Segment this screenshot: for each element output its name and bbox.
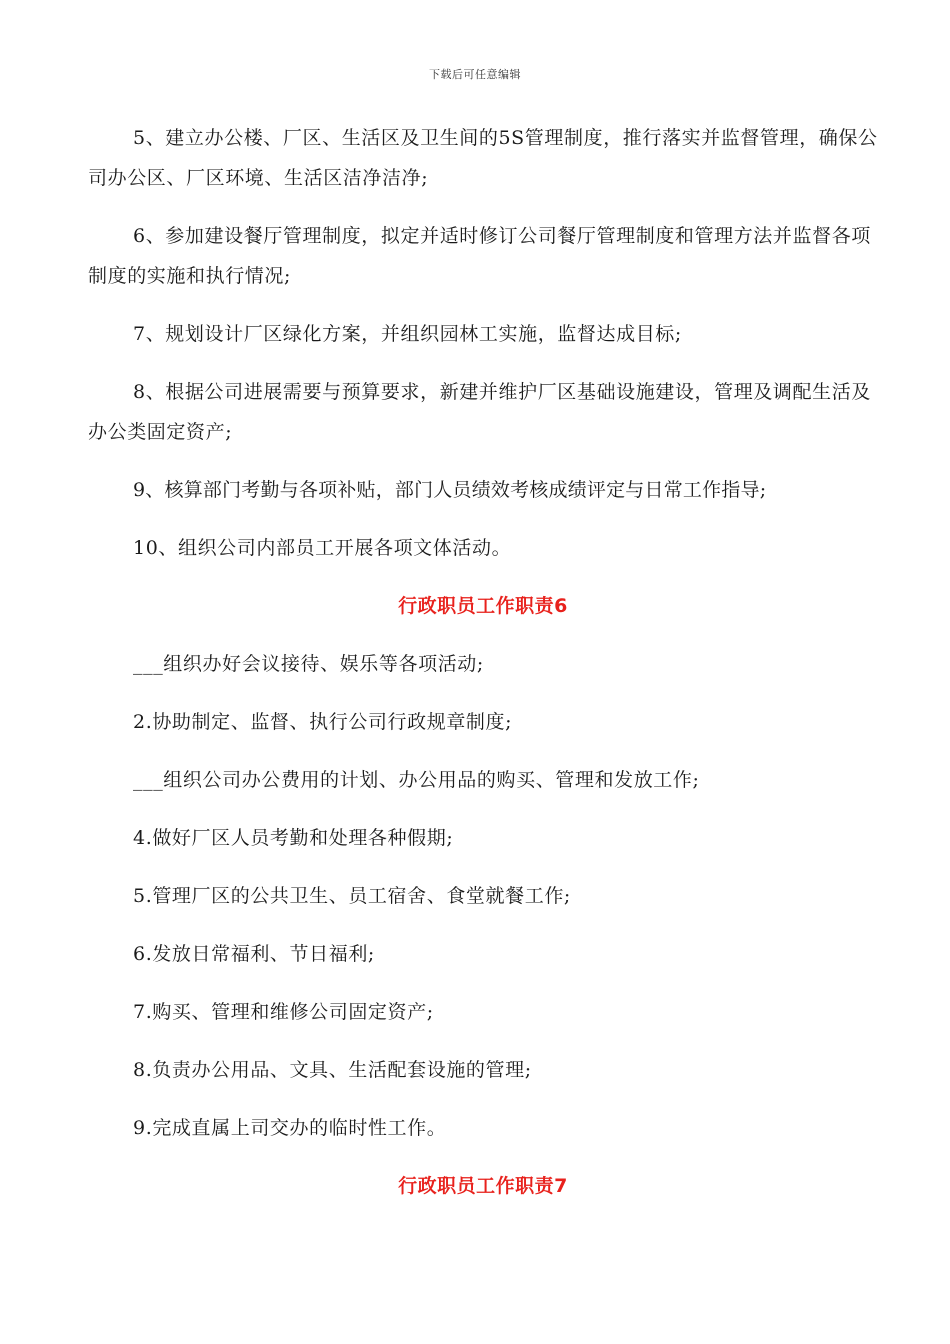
list-item: 7.购买、管理和维修公司固定资产; — [133, 1001, 434, 1023]
section-title-7: 行政职员工作职责7 — [398, 1175, 568, 1197]
paragraph-10: 10、组织公司内部员工开展各项文体活动。 — [133, 537, 512, 559]
list-item: 6.发放日常福利、节日福利; — [133, 943, 375, 965]
paragraph-9: 9、核算部门考勤与各项补贴，部门人员绩效考核成绩评定与日常工作指导; — [133, 479, 767, 501]
list-item: 2.协助制定、监督、执行公司行政规章制度; — [133, 711, 513, 733]
list-item: 9.完成直属上司交办的临时性工作。 — [133, 1117, 447, 1139]
paragraph-6: 6、参加建设餐厅管理制度，拟定并适时修订公司餐厅管理制度和管理方法并监督各项制度的实施和执行情况; — [88, 225, 871, 287]
list-item: 5.管理厂区的公共卫生、员工宿舍、食堂就餐工作; — [133, 885, 571, 907]
document-body — [88, 118, 878, 1224]
list-item: ___组织公司办公费用的计划、办公用品的购买、管理和发放工作; — [133, 769, 700, 791]
list-item: 8.负责办公用品、文具、生活配套设施的管理; — [133, 1059, 532, 1081]
list-item: 4.做好厂区人员考勤和处理各种假期; — [133, 827, 454, 849]
paragraph-8: 8、根据公司进展需要与预算要求，新建并维护厂区基础设施建设，管理及调配生活及办公类固定资产; — [88, 381, 871, 443]
section-title-6: 行政职员工作职责6 — [398, 595, 568, 617]
page-header: 下载后可任意编辑 — [429, 68, 521, 81]
list-item: ___组织办好会议接待、娱乐等各项活动; — [133, 653, 484, 675]
paragraph-5: 5、建立办公楼、厂区、生活区及卫生间的5S管理制度，推行落实并监督管理，确保公司办公区、厂区环境、生活区洁净洁净; — [88, 127, 878, 189]
paragraph-7: 7、规划设计厂区绿化方案，并组织园林工实施，监督达成目标; — [133, 323, 682, 345]
